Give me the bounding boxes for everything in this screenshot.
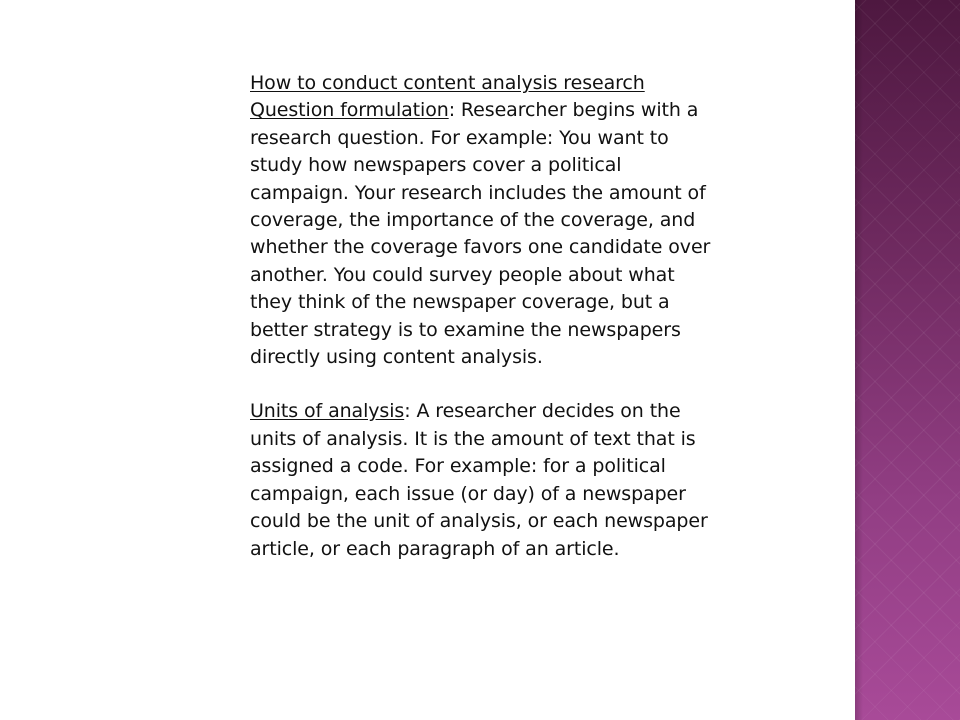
heading-paragraph: [250, 70, 720, 97]
decorative-sidebar: [855, 0, 960, 720]
paragraph-spacer: [250, 371, 720, 398]
question-formulation-label: Question formulation: [250, 99, 449, 122]
slide-heading: How to conduct content analysis research: [250, 72, 645, 94]
question-formulation-text: : Researcher begins with a research question. For example: You want to study how newspapers cover a political campaign. Your research includes the amount of coverage, the importance of the coverage, and whether the coverage favors one candidate over another. You could survey people about what they think of the newspaper coverage, but a better strategy is to examine the newspapers directly using content analysis.: [250, 99, 711, 369]
question-formulation-paragraph: [250, 97, 720, 371]
sidebar-edge-shadow: [855, 0, 863, 720]
units-of-analysis-text: : A researcher decides on the units of analysis. It is the amount of text that is assigned a code. For example: for a political campaign, each issue (or day) of a newspaper could be the unit of analysis, or each newspaper article, or each paragraph of an article.: [250, 400, 708, 560]
slide-content: [250, 70, 720, 563]
units-of-analysis-paragraph: [250, 398, 720, 562]
units-of-analysis-label: Units of analysis: [250, 400, 405, 423]
